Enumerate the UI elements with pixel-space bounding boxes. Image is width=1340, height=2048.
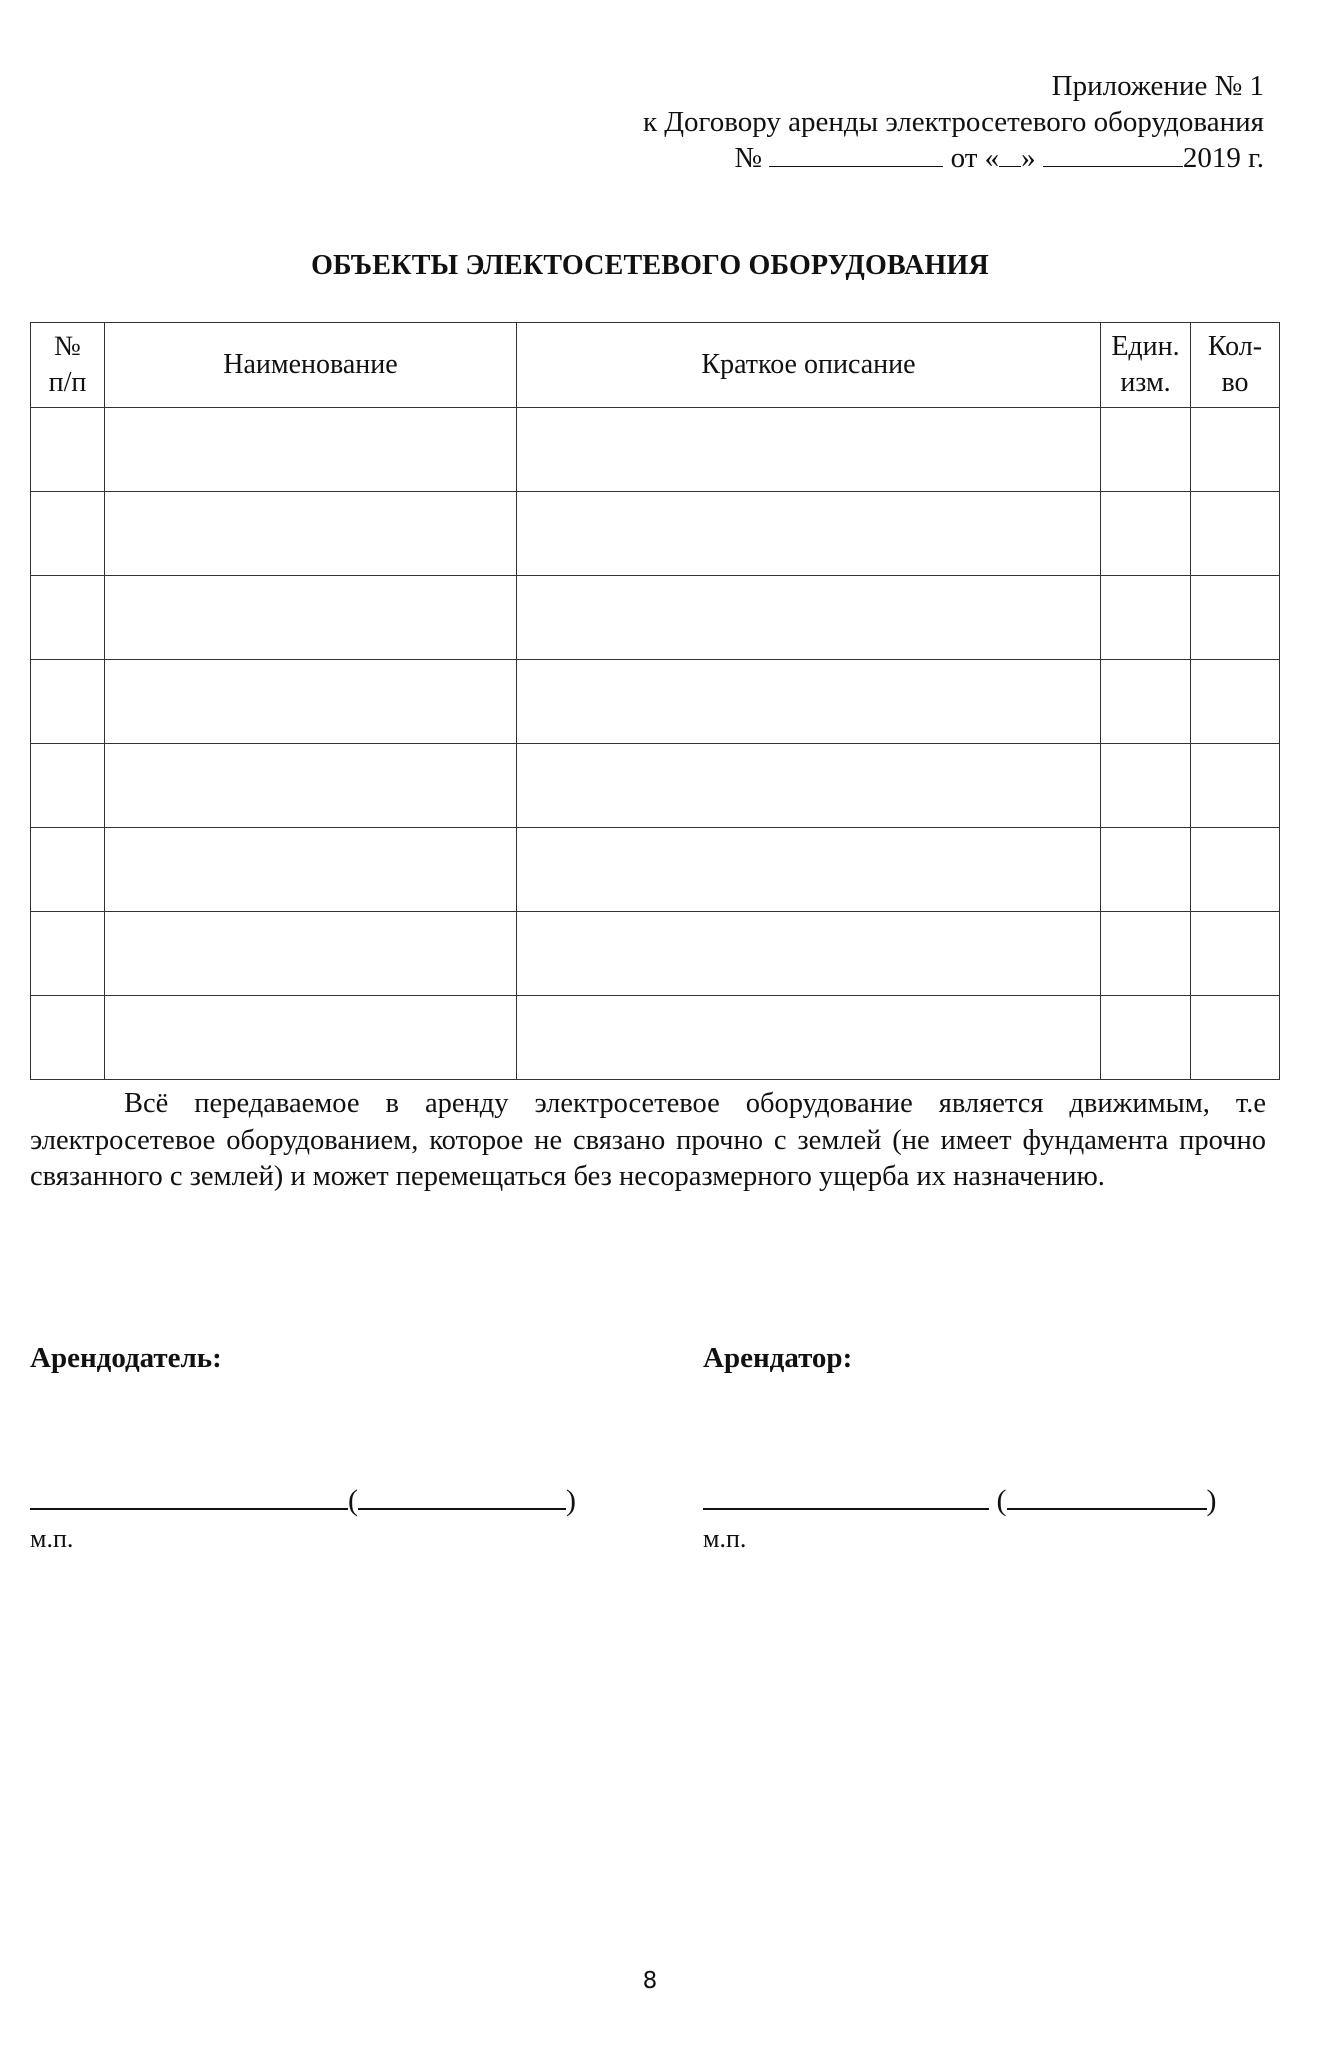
quote-close: » — [1021, 142, 1036, 174]
lessor-name-blank[interactable] — [358, 1484, 566, 1510]
cell-name[interactable] — [105, 912, 517, 996]
cell-number[interactable] — [31, 828, 105, 912]
lessee-signature-line — [703, 1484, 1217, 1518]
cell-description[interactable] — [517, 492, 1101, 576]
from-label: от « — [950, 142, 1000, 174]
number-sign: № — [734, 142, 763, 174]
cell-number[interactable] — [31, 408, 105, 492]
table-row — [31, 660, 1280, 744]
cell-unit[interactable] — [1101, 660, 1191, 744]
cell-quantity[interactable] — [1191, 492, 1280, 576]
lessor-open-paren: ( — [348, 1484, 358, 1517]
cell-quantity[interactable] — [1191, 408, 1280, 492]
month-blank[interactable] — [1043, 144, 1183, 167]
table-header-row — [31, 323, 1280, 408]
cell-name[interactable] — [105, 492, 517, 576]
contract-number-blank[interactable] — [769, 144, 943, 167]
lessee-open-paren: ( — [996, 1484, 1007, 1517]
equipment-table — [30, 322, 1280, 1080]
lessor-signature-blank[interactable] — [30, 1484, 348, 1510]
cell-quantity[interactable] — [1191, 828, 1280, 912]
lessee-name-blank[interactable] — [1007, 1484, 1207, 1510]
cell-description[interactable] — [517, 996, 1101, 1080]
contract-number-line — [734, 140, 1264, 176]
cell-description[interactable] — [517, 744, 1101, 828]
lessor-signature-line — [30, 1484, 576, 1518]
cell-number[interactable] — [31, 660, 105, 744]
cell-name[interactable] — [105, 576, 517, 660]
contract-reference: к Договору аренды электросетевого оборудования — [642, 106, 1264, 138]
cell-number[interactable] — [31, 996, 105, 1080]
lessor-close-paren: ) — [566, 1484, 576, 1517]
appendix-label: Приложение № 1 — [1051, 70, 1264, 102]
cell-quantity[interactable] — [1191, 912, 1280, 996]
column-header-quantity — [1191, 323, 1280, 408]
table-row — [31, 408, 1280, 492]
column-header-unit-line2: изм. — [1120, 367, 1171, 398]
cell-unit[interactable] — [1101, 576, 1191, 660]
column-header-description-text: Краткое описание — [701, 349, 916, 380]
day-blank[interactable] — [999, 144, 1021, 167]
cell-number[interactable] — [31, 912, 105, 996]
column-header-unit — [1101, 323, 1191, 408]
cell-description[interactable] — [517, 660, 1101, 744]
cell-name[interactable] — [105, 828, 517, 912]
cell-unit[interactable] — [1101, 744, 1191, 828]
cell-number[interactable] — [31, 744, 105, 828]
cell-name[interactable] — [105, 408, 517, 492]
cell-description[interactable] — [517, 912, 1101, 996]
year-label: 2019 г. — [1182, 142, 1264, 174]
lessee-signature-blank[interactable] — [703, 1484, 989, 1510]
cell-unit[interactable] — [1101, 912, 1191, 996]
cell-number[interactable] — [31, 492, 105, 576]
column-header-description — [517, 323, 1101, 408]
cell-quantity[interactable] — [1191, 744, 1280, 828]
cell-quantity[interactable] — [1191, 996, 1280, 1080]
cell-description[interactable] — [517, 828, 1101, 912]
cell-unit[interactable] — [1101, 828, 1191, 912]
movable-property-note: Всё передаваемое в аренду электросетевое оборудование является движимым, т.е электросетевое оборудованием, которое не связано прочно с землей (не имеет фундамента прочно связанного с землей) и может перемещаться без несоразмерного ущерба их назначению. — [30, 1088, 1266, 1192]
table-row — [31, 744, 1280, 828]
column-header-quantity-line1: Кол- — [1207, 331, 1263, 362]
table-row — [31, 996, 1280, 1080]
cell-quantity[interactable] — [1191, 660, 1280, 744]
cell-number[interactable] — [31, 576, 105, 660]
cell-unit[interactable] — [1101, 408, 1191, 492]
lessor-label: Арендодатель: — [30, 1342, 222, 1374]
table-row — [31, 828, 1280, 912]
column-header-unit-line1: Един. — [1111, 331, 1180, 362]
cell-name[interactable] — [105, 744, 517, 828]
column-header-quantity-line2: во — [1221, 367, 1249, 398]
column-header-name-text: Наименование — [223, 349, 398, 380]
cell-unit[interactable] — [1101, 492, 1191, 576]
lessee-stamp-label: м.п. — [703, 1524, 747, 1553]
column-header-number-line1: № — [54, 331, 81, 362]
cell-description[interactable] — [517, 408, 1101, 492]
column-header-number — [31, 323, 105, 408]
lessee-label: Арендатор: — [703, 1342, 853, 1374]
table-row — [31, 492, 1280, 576]
lessor-stamp-label: м.п. — [30, 1524, 74, 1553]
lessee-close-paren: ) — [1206, 1484, 1217, 1517]
cell-description[interactable] — [517, 576, 1101, 660]
table-row — [31, 912, 1280, 996]
cell-name[interactable] — [105, 660, 517, 744]
cell-quantity[interactable] — [1191, 576, 1280, 660]
page-number: 8 — [642, 1968, 658, 1994]
cell-name[interactable] — [105, 996, 517, 1080]
table-body — [31, 408, 1280, 1080]
column-header-name — [105, 323, 517, 408]
cell-unit[interactable] — [1101, 996, 1191, 1080]
document-title: ОБЪЕКТЫ ЭЛЕКТОСЕТЕВОГО ОБОРУДОВАНИЯ — [311, 250, 989, 281]
column-header-number-line2: п/п — [48, 367, 87, 398]
table-row — [31, 576, 1280, 660]
